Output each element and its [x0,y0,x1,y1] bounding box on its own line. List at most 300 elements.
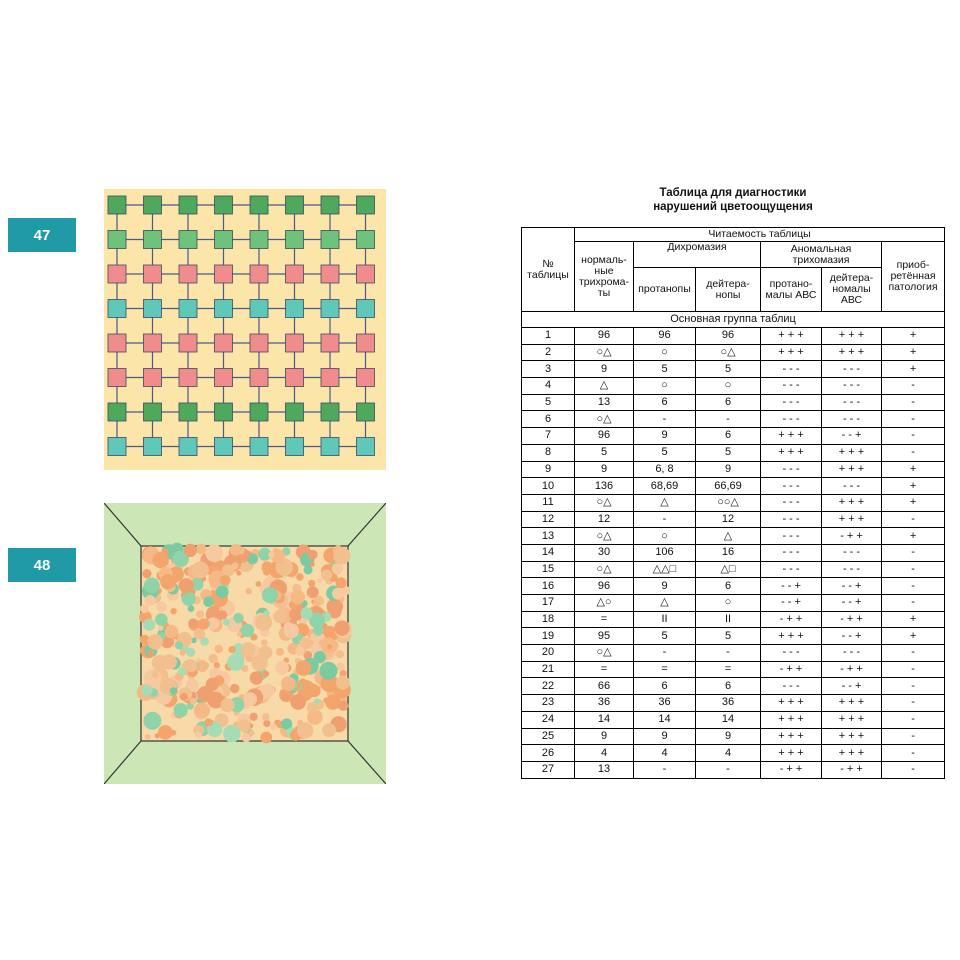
table-cell: 9 [696,461,761,478]
table-row [522,511,945,528]
table-cell: + + + [761,444,822,461]
grid-square [250,334,268,352]
table-cell: 9 [634,428,696,445]
grid-square [286,369,304,387]
table-cell: + + + [822,511,882,528]
color-dot [220,575,231,586]
table-cell: 3 [522,361,575,378]
grid-square [215,300,233,318]
table-cell: 19 [522,628,575,645]
color-dot [165,625,178,638]
color-dot [175,641,183,649]
color-dot [250,713,258,721]
color-dot [261,639,268,646]
table-cell: 21 [522,661,575,678]
color-dot [209,654,218,663]
header-protanomals: протано-малы АВС [761,268,822,312]
grid-square [144,403,162,421]
grid-square [108,403,126,421]
table-cell: - - + [822,678,882,695]
color-dot [221,698,235,712]
grid-square [179,369,197,387]
table-cell: 14 [522,544,575,561]
table-cell: ○ [634,378,696,395]
table-cell: = [634,661,696,678]
header-readability: Читаемость таблицы [575,228,945,242]
table-row [522,528,945,545]
table-cell: - - - [761,494,822,511]
table-cell: ○ [634,528,696,545]
color-dot [255,614,272,631]
table-cell: - [882,394,945,411]
color-dot [275,661,289,675]
color-dot [295,646,304,655]
table-cell: 24 [522,711,575,728]
color-dot [241,642,256,657]
grid-square [215,369,233,387]
table-cell: - [882,745,945,762]
color-dot [158,725,173,740]
table-cell: 96 [575,578,634,595]
table-cell: - + + [761,761,822,778]
color-dot [296,573,303,580]
color-dot [301,607,313,619]
table-row [522,728,945,745]
table-cell: - + + [761,611,822,628]
table-cell: - [882,695,945,712]
table-row [522,378,945,395]
color-dot [144,669,162,687]
table-cell: 4 [696,745,761,762]
color-dot [278,607,287,616]
color-dot [249,730,255,736]
table-cell: + + + [822,461,882,478]
color-dot [322,723,336,737]
table-cell: + + + [761,711,822,728]
table-cell: - - + [822,578,882,595]
color-dot [333,547,350,564]
table-row [522,761,945,778]
header-table-number: № таблицы [522,228,575,312]
table-row [522,661,945,678]
table-row [522,595,945,612]
color-dot [232,562,239,569]
table-cell: - [882,511,945,528]
color-dot [290,694,306,710]
grid-square [321,369,339,387]
table-cell: + + + [822,344,882,361]
table-cell: 9 [634,578,696,595]
color-dot [140,604,149,613]
table-cell: 13 [575,761,634,778]
color-dot [320,662,338,680]
table-cell: = [696,661,761,678]
table-cell: + [882,478,945,495]
table-cell: 136 [575,478,634,495]
table-cell: ○ [696,378,761,395]
table-cell: - [882,544,945,561]
color-dot [268,552,274,558]
header-anomalous-trichromasia: Аномальная трихомазия [761,242,882,268]
color-dot [182,592,196,606]
table-cell: - - - [822,645,882,662]
table-cell: + [882,611,945,628]
color-dot [215,645,223,653]
grid-square [250,369,268,387]
color-dot [143,712,161,730]
table-cell: ○△ [575,645,634,662]
table-cell: 5 [634,361,696,378]
table-cell: - [634,761,696,778]
table-title-line-2: нарушений цветоощущения [653,201,813,213]
table-cell: 36 [575,695,634,712]
grid-square [321,334,339,352]
grid-square [250,403,268,421]
table-row [522,494,945,511]
color-dot [236,570,241,575]
table-cell: 25 [522,728,575,745]
grid-square [108,334,126,352]
section-label: Основная группа таблиц [522,312,945,328]
table-cell: 26 [522,745,575,762]
grid-square [321,438,339,456]
table-cell: + [882,494,945,511]
table-cell: - [882,578,945,595]
table-cell: - [696,411,761,428]
color-dot [262,561,273,572]
color-dot [296,660,312,676]
table-cell: 9 [575,461,634,478]
table-cell: - - - [822,378,882,395]
header-dichromasia: Дихромазия [634,242,761,268]
table-cell: 16 [522,578,575,595]
table-cell: - - - [822,561,882,578]
color-dot [270,723,276,729]
color-dot [203,596,214,607]
table-cell: + + + [761,695,822,712]
table-row [522,711,945,728]
table-cell: △ [696,528,761,545]
color-dot [317,578,322,583]
grid-square [215,231,233,249]
table-cell: + + + [761,328,822,345]
table-cell: 95 [575,628,634,645]
table-cell: - - - [761,378,822,395]
grid-square [286,403,304,421]
grid-square [144,196,162,214]
table-cell: △ [634,494,696,511]
table-cell: 17 [522,595,575,612]
color-dot [263,720,270,727]
table-row [522,611,945,628]
table-cell: 13 [575,394,634,411]
table-cell: 12 [522,511,575,528]
table-cell: + + + [822,745,882,762]
table-title-line-1: Таблица для диагностики [659,187,807,199]
grid-square [108,438,126,456]
table-cell: - [882,595,945,612]
table-row [522,645,945,662]
header-protanopes: протанопы [634,268,696,312]
color-dot [256,581,262,587]
grid-square [357,300,375,318]
color-dot [206,719,213,726]
grid-square [179,265,197,283]
plate-47-label: 47 [8,218,76,252]
table-cell: ○○△ [696,494,761,511]
header-normal-trichromats: нормаль-ные трихрома-ты [575,242,634,312]
table-cell: 1 [522,328,575,345]
plate-48-label: 48 [8,548,76,582]
table-cell: 5 [575,444,634,461]
table-title [560,186,906,214]
color-dot [170,608,176,614]
grid-square [215,438,233,456]
color-dot [246,588,252,594]
table-cell: - [882,561,945,578]
table-cell: - [882,378,945,395]
color-dot [186,660,198,672]
color-dot [152,671,159,678]
color-dot [158,626,163,631]
table-cell: - [882,678,945,695]
table-cell: - [696,761,761,778]
table-cell: 4 [522,378,575,395]
color-dot [314,651,326,663]
grid-square [144,300,162,318]
color-dot [160,574,175,589]
grid-square [250,300,268,318]
table-cell: + + + [822,328,882,345]
table-cell: 30 [575,544,634,561]
table-cell: - - - [761,394,822,411]
table-cell: - + + [822,661,882,678]
color-dot [194,628,206,640]
table-cell: - + + [822,761,882,778]
color-dot [188,605,195,612]
grid-square [144,231,162,249]
color-dot [142,569,151,578]
color-test-plate-48 [104,503,386,784]
color-dot [229,646,236,653]
grid-square [144,334,162,352]
table-cell: △ [634,595,696,612]
color-dot [230,544,242,556]
table-cell: - + + [822,528,882,545]
table-cell: + + + [761,428,822,445]
color-dot [297,722,313,738]
color-dot [327,644,332,649]
table-row [522,361,945,378]
grid-square [321,196,339,214]
color-dot [307,586,319,598]
grid-square [250,196,268,214]
table-cell: 36 [696,695,761,712]
grid-square [179,334,197,352]
color-dot [313,601,319,607]
table-cell: - - - [822,394,882,411]
table-cell: 9 [522,461,575,478]
table-cell: 22 [522,678,575,695]
color-dot [334,620,349,635]
table-cell: + + + [761,728,822,745]
color-dot [332,588,344,600]
grid-square [357,334,375,352]
table-cell: - [882,444,945,461]
table-cell: 14 [634,711,696,728]
color-dot [174,703,188,717]
color-dot [233,613,243,623]
color-dot [338,701,348,711]
color-dot [218,610,227,619]
grid-square [321,265,339,283]
grid-square [286,231,304,249]
grid-square [179,231,197,249]
table-cell: + [882,628,945,645]
table-cell: 6 [696,578,761,595]
color-dot [190,698,197,705]
grid-square [357,369,375,387]
color-dot [337,663,345,671]
table-cell: + [882,344,945,361]
table-cell: 96 [575,328,634,345]
grid-square [108,196,126,214]
color-dot [145,734,150,739]
table-cell: - - - [761,678,822,695]
color-dot [205,545,223,563]
grid-square [250,438,268,456]
table-cell: △ [575,378,634,395]
grid-square [179,300,197,318]
color-dot [155,613,168,626]
color-dot [281,693,289,701]
table-cell: 6 [696,428,761,445]
table-cell: 9 [634,728,696,745]
grid-square [286,300,304,318]
color-dot [332,563,343,574]
table-cell: 14 [696,711,761,728]
grid-square [179,403,197,421]
color-dot [143,619,155,631]
table-cell: - - - [822,411,882,428]
table-cell: - - - [761,561,822,578]
table-cell: - - + [822,428,882,445]
table-cell: 6, 8 [634,461,696,478]
table-cell: - [882,761,945,778]
table-cell: 20 [522,645,575,662]
table-cell: 4 [634,745,696,762]
color-test-plate-47 [104,189,386,470]
color-dot [258,646,272,660]
dot-pattern-plate [104,503,386,784]
table-cell: 18 [522,611,575,628]
color-dot [276,648,284,656]
table-cell: 15 [522,561,575,578]
table-cell: = [575,611,634,628]
color-dot [336,650,344,658]
table-cell: ○△ [575,528,634,545]
grid-square [321,300,339,318]
table-cell: 5 [634,628,696,645]
table-row [522,411,945,428]
table-cell: 5 [634,444,696,461]
table-cell: 23 [522,695,575,712]
color-dot [153,552,169,568]
color-dot [216,586,229,599]
table-cell: + + + [761,628,822,645]
color-dot [325,695,340,710]
table-row [522,745,945,762]
color-dot [291,590,305,604]
grid-square [357,231,375,249]
table-cell: + [882,461,945,478]
color-dot [161,654,177,670]
table-cell: - [882,645,945,662]
color-dot [238,719,251,732]
color-dot [261,684,275,698]
grid-square [286,438,304,456]
color-dot [263,671,269,677]
color-dot [179,578,194,593]
table-row [522,678,945,695]
table-cell: 2 [522,344,575,361]
color-dot [141,685,152,696]
table-cell: 12 [575,511,634,528]
diagnostic-table [521,227,945,779]
table-cell: = [575,661,634,678]
color-dot [196,610,204,618]
table-cell: - - + [822,595,882,612]
color-dot [244,692,258,706]
table-row [522,628,945,645]
color-dot [260,732,272,744]
color-dot [145,595,156,606]
table-cell: + + + [822,728,882,745]
table-cell: - - - [761,411,822,428]
table-cell: + + + [822,711,882,728]
grid-square [286,265,304,283]
color-dot [148,650,155,657]
table-cell: + [882,528,945,545]
table-cell: 9 [575,361,634,378]
grid-square [286,196,304,214]
table-cell: 12 [696,511,761,528]
table-cell: 6 [696,678,761,695]
color-dot [156,601,167,612]
table-cell: - - - [761,645,822,662]
header-acquired-pathology: приоб-ретённая патология [882,242,945,312]
table-cell: △△□ [634,561,696,578]
color-dot [264,610,270,616]
color-dot [223,619,230,626]
table-cell: 5 [696,444,761,461]
table-row [522,428,945,445]
table-row [522,544,945,561]
table-cell: - - - [761,361,822,378]
table-cell: + [882,361,945,378]
table-cell: 5 [696,361,761,378]
color-dot [180,693,188,701]
color-dot [170,687,177,694]
table-cell: 6 [522,411,575,428]
grid-square [215,334,233,352]
color-dot [241,624,254,637]
table-cell: 66,69 [696,478,761,495]
table-cell: + + + [822,444,882,461]
grid-square [108,300,126,318]
table-cell: + + + [822,695,882,712]
table-cell: 6 [696,394,761,411]
